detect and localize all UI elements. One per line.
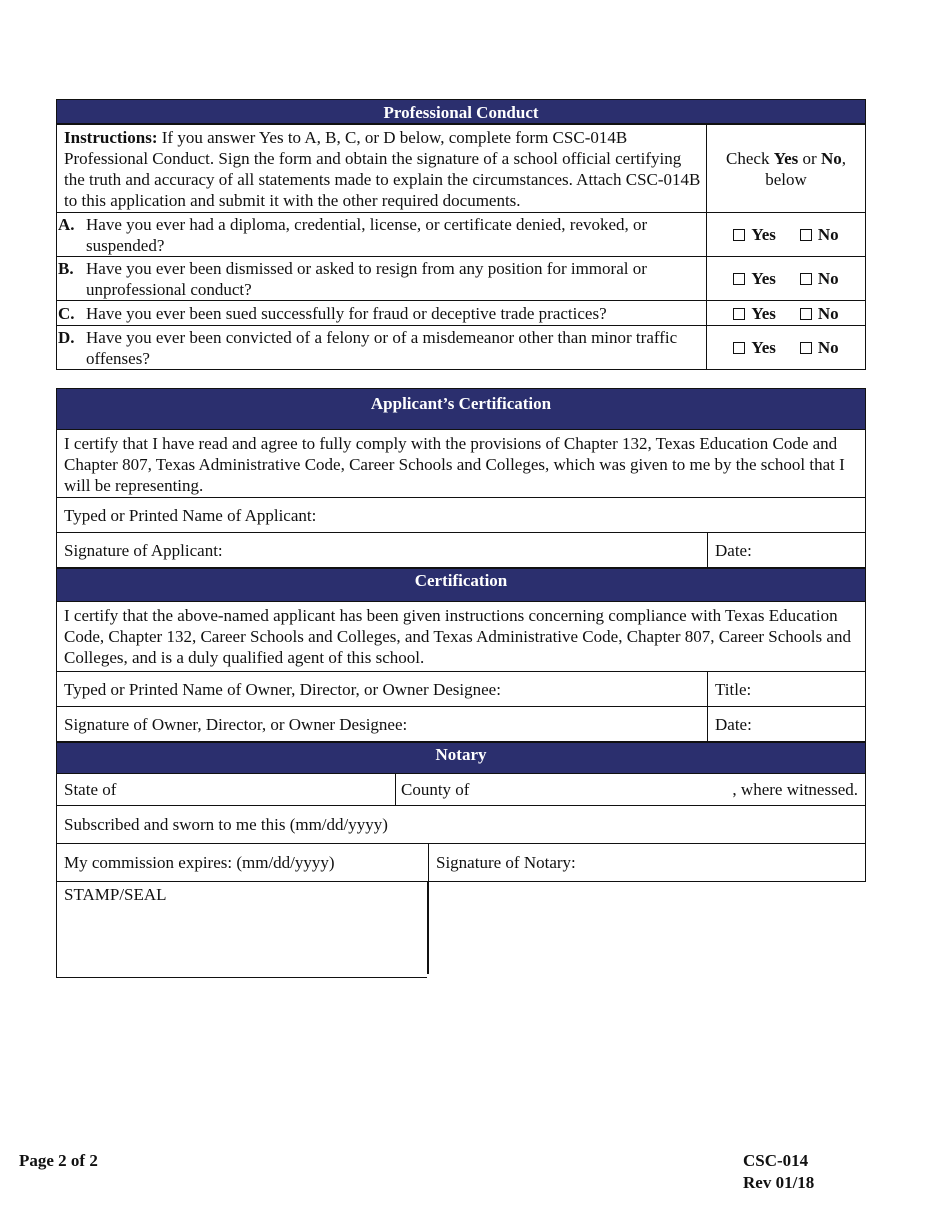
notary-signature-label: Signature of Notary:: [436, 853, 576, 872]
professional-conduct-table: [56, 124, 866, 370]
yes-option[interactable]: [733, 268, 776, 289]
owner-title-field[interactable]: [707, 672, 865, 706]
question-b: [57, 257, 707, 301]
yes-checkbox[interactable]: [733, 342, 745, 354]
question-letter: B.: [58, 258, 74, 278]
yes-label: Yes: [751, 225, 776, 244]
yes-label: Yes: [751, 303, 776, 323]
check-yes-word: Yes: [773, 148, 799, 168]
instructions-text: If you answer Yes to A, B, C, or D below, complete form CSC-014B Professional Conduct. Sign the form and obtain the signature of a school official certifying the truth and accuracy of all statements made to explain the circumstances. Attach CSC-014B to this application and submit it with the other required documents.: [64, 127, 701, 210]
no-label: No: [817, 269, 839, 288]
applicant-name-label: Typed or Printed Name of Applicant:: [64, 505, 317, 525]
check-suffix: ,: [841, 148, 846, 168]
no-option[interactable]: [800, 224, 839, 245]
county-field[interactable]: [395, 774, 865, 805]
certification-sections: [56, 388, 866, 979]
commission-label: My commission expires: (mm/dd/yyyy): [64, 853, 335, 872]
applicant-signature-field[interactable]: [57, 533, 707, 567]
applicant-name-field[interactable]: [57, 498, 865, 532]
notary-location-row: [56, 774, 866, 806]
notary-signature-field[interactable]: [428, 844, 865, 881]
no-checkbox[interactable]: [800, 273, 812, 285]
page-number: Page 2 of 2: [19, 1151, 98, 1170]
owner-title-label: Title:: [715, 679, 752, 699]
check-yes-no-header: [707, 125, 866, 213]
answer-b: [707, 257, 866, 301]
commission-field[interactable]: [57, 844, 428, 881]
where-witnessed-label: , where witnessed.: [732, 780, 858, 799]
owner-name-label: Typed or Printed Name of Owner, Director, or Owner Designee:: [64, 679, 501, 699]
question-letter: C.: [58, 303, 75, 323]
check-no-word: No: [820, 148, 842, 168]
yes-checkbox[interactable]: [733, 229, 745, 241]
stamp-seal-area: [56, 882, 866, 979]
owner-signature-label: Signature of Owner, Director, or Owner Designee:: [64, 714, 408, 734]
stamp-seal-label: STAMP/SEAL: [64, 885, 167, 904]
applicant-date-field[interactable]: [707, 533, 865, 567]
owner-date-field[interactable]: [707, 707, 865, 741]
answer-a: [707, 213, 866, 257]
state-label: State of: [64, 780, 117, 799]
no-option[interactable]: [800, 337, 839, 358]
form-revision: Rev 01/18: [743, 1173, 815, 1192]
instructions-label: Instructions:: [64, 127, 158, 147]
question-a: [57, 213, 707, 257]
yes-checkbox[interactable]: [733, 273, 745, 285]
question-letter: D.: [58, 327, 75, 347]
certification-statement: I certify that the above-named applicant has been given instructions concerning compliance with Texas Education Code, Chapter 132, Career Schools and Colleges, and Texas Administrative Code, Chapter 807, Career Schools and Colleges, and is a duly qualified agent of this school.: [64, 606, 851, 667]
applicant-statement-row: [56, 430, 866, 498]
applicant-name-row: [56, 498, 866, 533]
question-letter: A.: [58, 214, 75, 234]
owner-name-field[interactable]: [57, 672, 707, 706]
state-field[interactable]: [57, 774, 395, 805]
applicant-signature-label: Signature of Applicant:: [64, 540, 223, 560]
answer-d: [707, 326, 866, 370]
owner-date-label: Date:: [715, 714, 752, 734]
owner-name-row: [56, 672, 866, 707]
stamp-seal-divider: [427, 882, 429, 974]
applicant-date-label: Date:: [715, 540, 752, 560]
subscribed-label: Subscribed and sworn to me this (mm/dd/yyyy): [64, 815, 388, 834]
subscribed-row: [56, 806, 866, 844]
question-text: Have you ever been sued successfully for fraud or deceptive trade practices?: [86, 303, 607, 323]
question-c: [57, 301, 707, 326]
yes-option[interactable]: [733, 337, 776, 358]
applicant-signature-row: [56, 533, 866, 568]
answer-c: [707, 301, 866, 326]
form-id: CSC-014: [743, 1151, 809, 1170]
subscribed-field[interactable]: [57, 806, 865, 843]
question-text: Have you ever been dismissed or asked to resign from any position for immoral or unprofessional conduct?: [86, 258, 647, 299]
no-option[interactable]: [800, 303, 839, 324]
no-label: No: [817, 303, 839, 323]
check-prefix: Check: [726, 148, 774, 168]
instructions-cell: [57, 125, 707, 213]
professional-conduct-section: [56, 99, 866, 370]
no-checkbox[interactable]: [800, 229, 812, 241]
professional-conduct-title: Professional Conduct: [56, 99, 866, 124]
yes-checkbox[interactable]: [733, 308, 745, 320]
no-label: No: [817, 338, 839, 357]
no-checkbox[interactable]: [800, 342, 812, 354]
yes-option[interactable]: [733, 224, 776, 245]
check-below-word: below: [765, 169, 807, 189]
yes-label: Yes: [751, 269, 776, 288]
certification-statement-row: [56, 602, 866, 672]
no-label: No: [817, 225, 839, 244]
applicant-statement: I certify that I have read and agree to fully comply with the provisions of Chapter 132, Texas Education Code and Chapter 807, Texas Administrative Code, Career Schools and Colleges, which was given to me by the school that I will be representing.: [64, 434, 845, 495]
owner-signature-field[interactable]: [57, 707, 707, 741]
no-checkbox[interactable]: [800, 308, 812, 320]
yes-label: Yes: [751, 338, 776, 357]
county-label: County of: [401, 780, 470, 799]
question-text: Have you ever been convicted of a felony or of a misdemeanor other than minor traffic offenses?: [86, 327, 678, 368]
notary-title: Notary: [56, 742, 866, 774]
stamp-seal-box: [56, 882, 427, 978]
question-d: [57, 326, 707, 370]
question-text: Have you ever had a diploma, credential, license, or certificate denied, revoked, or suspended?: [86, 214, 648, 255]
commission-row: [56, 844, 866, 882]
no-option[interactable]: [800, 268, 839, 289]
applicant-certification-title: Applicant’s Certification: [56, 388, 866, 430]
owner-signature-row: [56, 707, 866, 742]
certification-title: Certification: [56, 568, 866, 602]
check-or-word: or: [798, 148, 821, 168]
yes-option[interactable]: [733, 303, 776, 324]
